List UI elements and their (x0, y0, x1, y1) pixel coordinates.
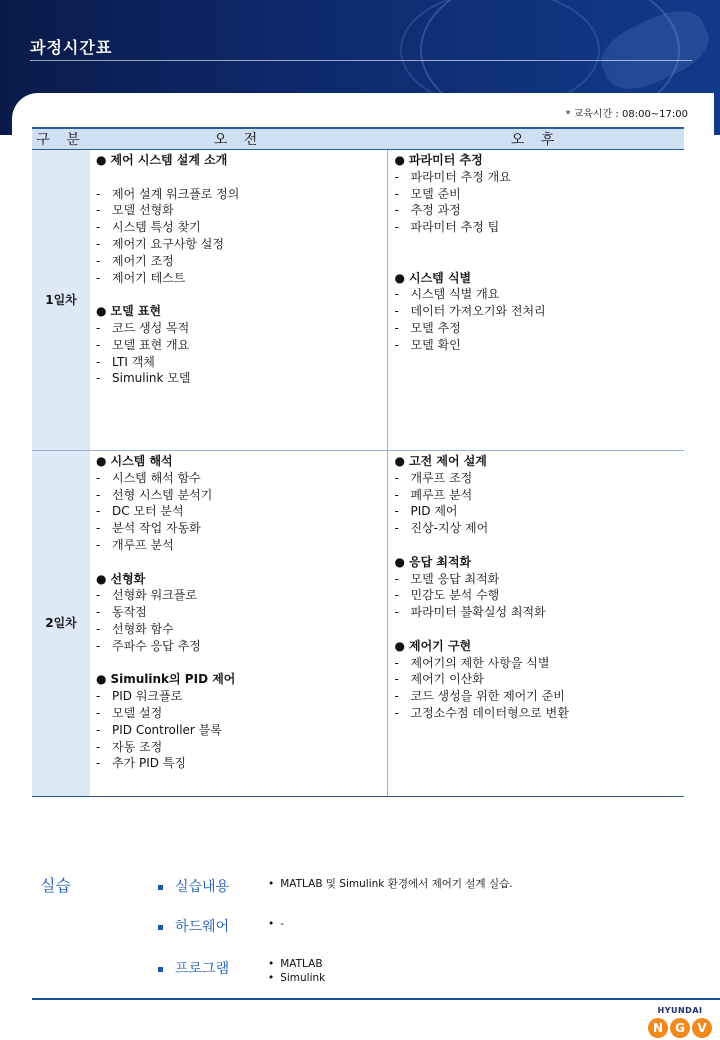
topic-item: - 데이터 가져오기와 전처리 (395, 303, 685, 320)
topic-item: - DC 모터 분석 (96, 503, 387, 520)
logo-letter: V (692, 1018, 712, 1038)
lab-row-label (158, 916, 229, 936)
topic-item: - 민감도 분석 수행 (395, 587, 685, 604)
header-category: 구 분 (32, 128, 90, 150)
spacer (395, 621, 685, 638)
day2-pm-cell (387, 451, 684, 797)
page-title: 과정시간표 (30, 38, 113, 57)
topic-item: - 선형화 워크플로 (96, 587, 387, 604)
topic-item: - 모델 추정 (395, 320, 685, 337)
topic-item: - 코드 생성 목적 (96, 320, 387, 337)
topic-heading: ● 파라미터 추정 (395, 152, 685, 169)
topic-item: - 파라미터 불확실성 최적화 (395, 604, 685, 621)
topic-item: - 코드 생성을 위한 제어기 준비 (395, 688, 685, 705)
topic-item: - 선형 시스템 분석기 (96, 487, 387, 504)
lab-section-title: 실습 (40, 876, 71, 895)
footer-divider (32, 998, 720, 1000)
lab-row-values (268, 957, 325, 985)
header-pm: 오 후 (387, 128, 684, 150)
topic-heading: ● 제어기 구현 (395, 638, 685, 655)
lab-row-label (158, 958, 229, 978)
topic-heading: ● 선형화 (96, 571, 387, 588)
topic-item: - 진상-지상 제어 (395, 520, 685, 537)
schedule-row-day2 (32, 451, 684, 797)
topic-heading: ● Simulink의 PID 제어 (96, 671, 387, 688)
topic-item: - 모델 응답 최적화 (395, 571, 685, 588)
topic-item: - 시스템 특성 찾기 (96, 219, 387, 236)
topic-item: - 동작점 (96, 604, 387, 621)
spacer (395, 236, 685, 253)
topic-item: - 시스템 해석 함수 (96, 470, 387, 487)
header-am: 오 전 (90, 128, 387, 150)
topic-item: - 제어기 요구사항 설정 (96, 236, 387, 253)
topic-item: - 추정 과정 (395, 202, 685, 219)
topic-item: - 개루프 조정 (395, 470, 685, 487)
topic-item: - 모델 확인 (395, 337, 685, 354)
topic-heading: ● 시스템 해석 (96, 453, 387, 470)
day1-pm-cell (387, 150, 684, 451)
day-label: 2일차 (32, 451, 90, 797)
logo-ngv (646, 1018, 714, 1038)
topic-item: - 시스템 식별 개요 (395, 286, 685, 303)
logo-letter: G (670, 1018, 690, 1038)
topic-heading: ● 제어 시스템 설계 소개 (96, 152, 387, 169)
topic-item: - PID 제어 (395, 503, 685, 520)
hyundai-ngv-logo (646, 1006, 714, 1038)
topic-item: - 제어기 테스트 (96, 270, 387, 287)
topic-item: - 폐루프 분석 (395, 487, 685, 504)
topic-item: - 파라미터 추정 팁 (395, 219, 685, 236)
topic-item: - PID Controller 블록 (96, 722, 387, 739)
square-bullet-icon (158, 885, 163, 890)
lab-value: • Simulink (268, 972, 325, 984)
lab-row-values (268, 877, 513, 891)
topic-item: - 파라미터 추정 개요 (395, 169, 685, 186)
lab-row-values (268, 917, 284, 931)
lab-label: 하드웨어 (175, 919, 230, 935)
topic-item: - 고정소수점 데이터형으로 변환 (395, 705, 685, 722)
topic-heading: ● 모델 표현 (96, 303, 387, 320)
spacer (96, 655, 387, 672)
day-label: 1일차 (32, 150, 90, 451)
logo-letter: N (648, 1018, 668, 1038)
lab-label: 실습내용 (175, 879, 230, 895)
topic-item: - 제어기 조정 (96, 253, 387, 270)
spacer (96, 169, 387, 186)
schedule-table (32, 127, 684, 797)
topic-item: - 주파수 응답 추정 (96, 638, 387, 655)
topic-item: - Simulink 모델 (96, 370, 387, 387)
square-bullet-icon (158, 967, 163, 972)
day1-am-cell (90, 150, 387, 451)
square-bullet-icon (158, 925, 163, 930)
topic-item: - 모델 선형화 (96, 202, 387, 219)
lab-label: 프로그램 (175, 961, 230, 977)
lab-value: • MATLAB (268, 958, 323, 970)
topic-item: - PID 워크플로 (96, 688, 387, 705)
topic-item: - 분석 작업 자동화 (96, 520, 387, 537)
lab-row-label (158, 876, 229, 896)
topic-item: - 자동 조정 (96, 739, 387, 756)
topic-heading: ● 시스템 식별 (395, 270, 685, 287)
topic-item: - 제어기 이산화 (395, 671, 685, 688)
lab-value: • - (268, 918, 284, 930)
topic-item: - LTI 객체 (96, 354, 387, 371)
topic-item: - 모델 준비 (395, 186, 685, 203)
logo-brand-text: HYUNDAI (657, 1006, 703, 1015)
education-time-note: * 교육시간 : 08:00~17:00 (565, 109, 688, 120)
topic-heading: ● 응답 최적화 (395, 554, 685, 571)
spacer (395, 537, 685, 554)
schedule-header-row (32, 128, 684, 150)
topic-item: - 제어 설계 워크플로 정의 (96, 186, 387, 203)
topic-heading: ● 고전 제어 설계 (395, 453, 685, 470)
topic-item: - 모델 표현 개요 (96, 337, 387, 354)
schedule-row-day1 (32, 150, 684, 451)
topic-item: - 제어기의 제한 사항을 식별 (395, 655, 685, 672)
spacer (395, 253, 685, 270)
topic-item: - 개루프 분석 (96, 537, 387, 554)
day2-am-cell (90, 451, 387, 797)
lab-value: • MATLAB 및 Simulink 환경에서 제어기 설계 실습. (268, 878, 513, 890)
spacer (96, 286, 387, 303)
topic-item: - 추가 PID 특징 (96, 755, 387, 772)
spacer (96, 554, 387, 571)
title-divider (30, 60, 692, 61)
topic-item: - 모델 설정 (96, 705, 387, 722)
topic-item: - 선형화 함수 (96, 621, 387, 638)
